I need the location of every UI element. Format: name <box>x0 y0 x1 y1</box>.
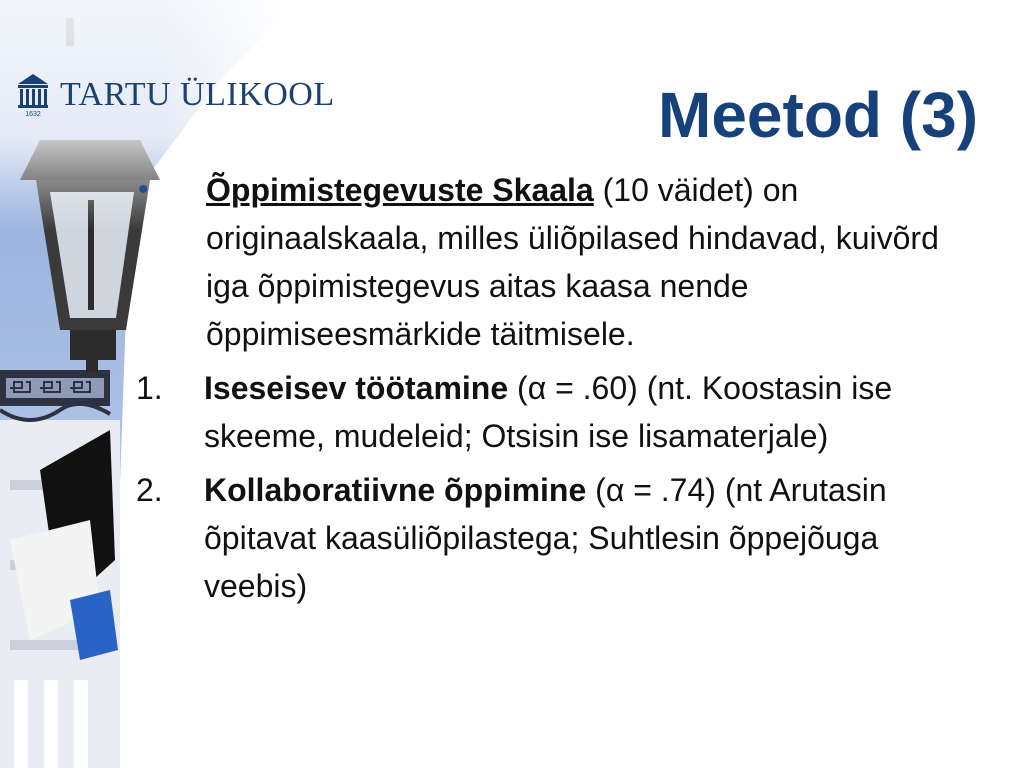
bullet-marker: • <box>138 173 149 206</box>
list-item-text <box>204 364 974 460</box>
term-description: (α = .74) (nt Arutasin õpitavat kaasüliõpilastega; Suhtlesin õppejõuga veebis) <box>204 472 887 604</box>
list-item <box>136 466 976 610</box>
term-collaborative-learning: Kollaboratiivne õppimine <box>204 472 587 508</box>
university-name: TARTU ÜLIKOOL <box>60 76 335 113</box>
slide-content <box>136 166 976 616</box>
svg-text:1632: 1632 <box>25 111 41 118</box>
number-marker: 1. <box>136 370 163 406</box>
slide-title: Meetod (3) <box>658 79 978 151</box>
term-description: (α = .60) (nt. Koostasin ise skeeme, mudeleid; Otsisin ise lisamaterjale) <box>204 370 893 454</box>
list-item-text <box>206 166 976 358</box>
list-item <box>136 364 976 460</box>
term-independent-work: Iseseisev töötamine <box>204 370 509 406</box>
term-scale: Õppimistegevuste Skaala <box>206 172 594 208</box>
list-item-text <box>204 466 974 610</box>
list-item <box>136 166 976 358</box>
number-marker: 2. <box>136 472 163 508</box>
university-emblem-icon <box>16 72 50 118</box>
term-description: (10 väidet) on originaalskaala, milles üliõpilased hindavad, kuivõrd iga õppimistegevus aitas kaasa nende õppimiseesmärkide täitmisele. <box>206 172 939 352</box>
university-logo <box>16 70 356 120</box>
